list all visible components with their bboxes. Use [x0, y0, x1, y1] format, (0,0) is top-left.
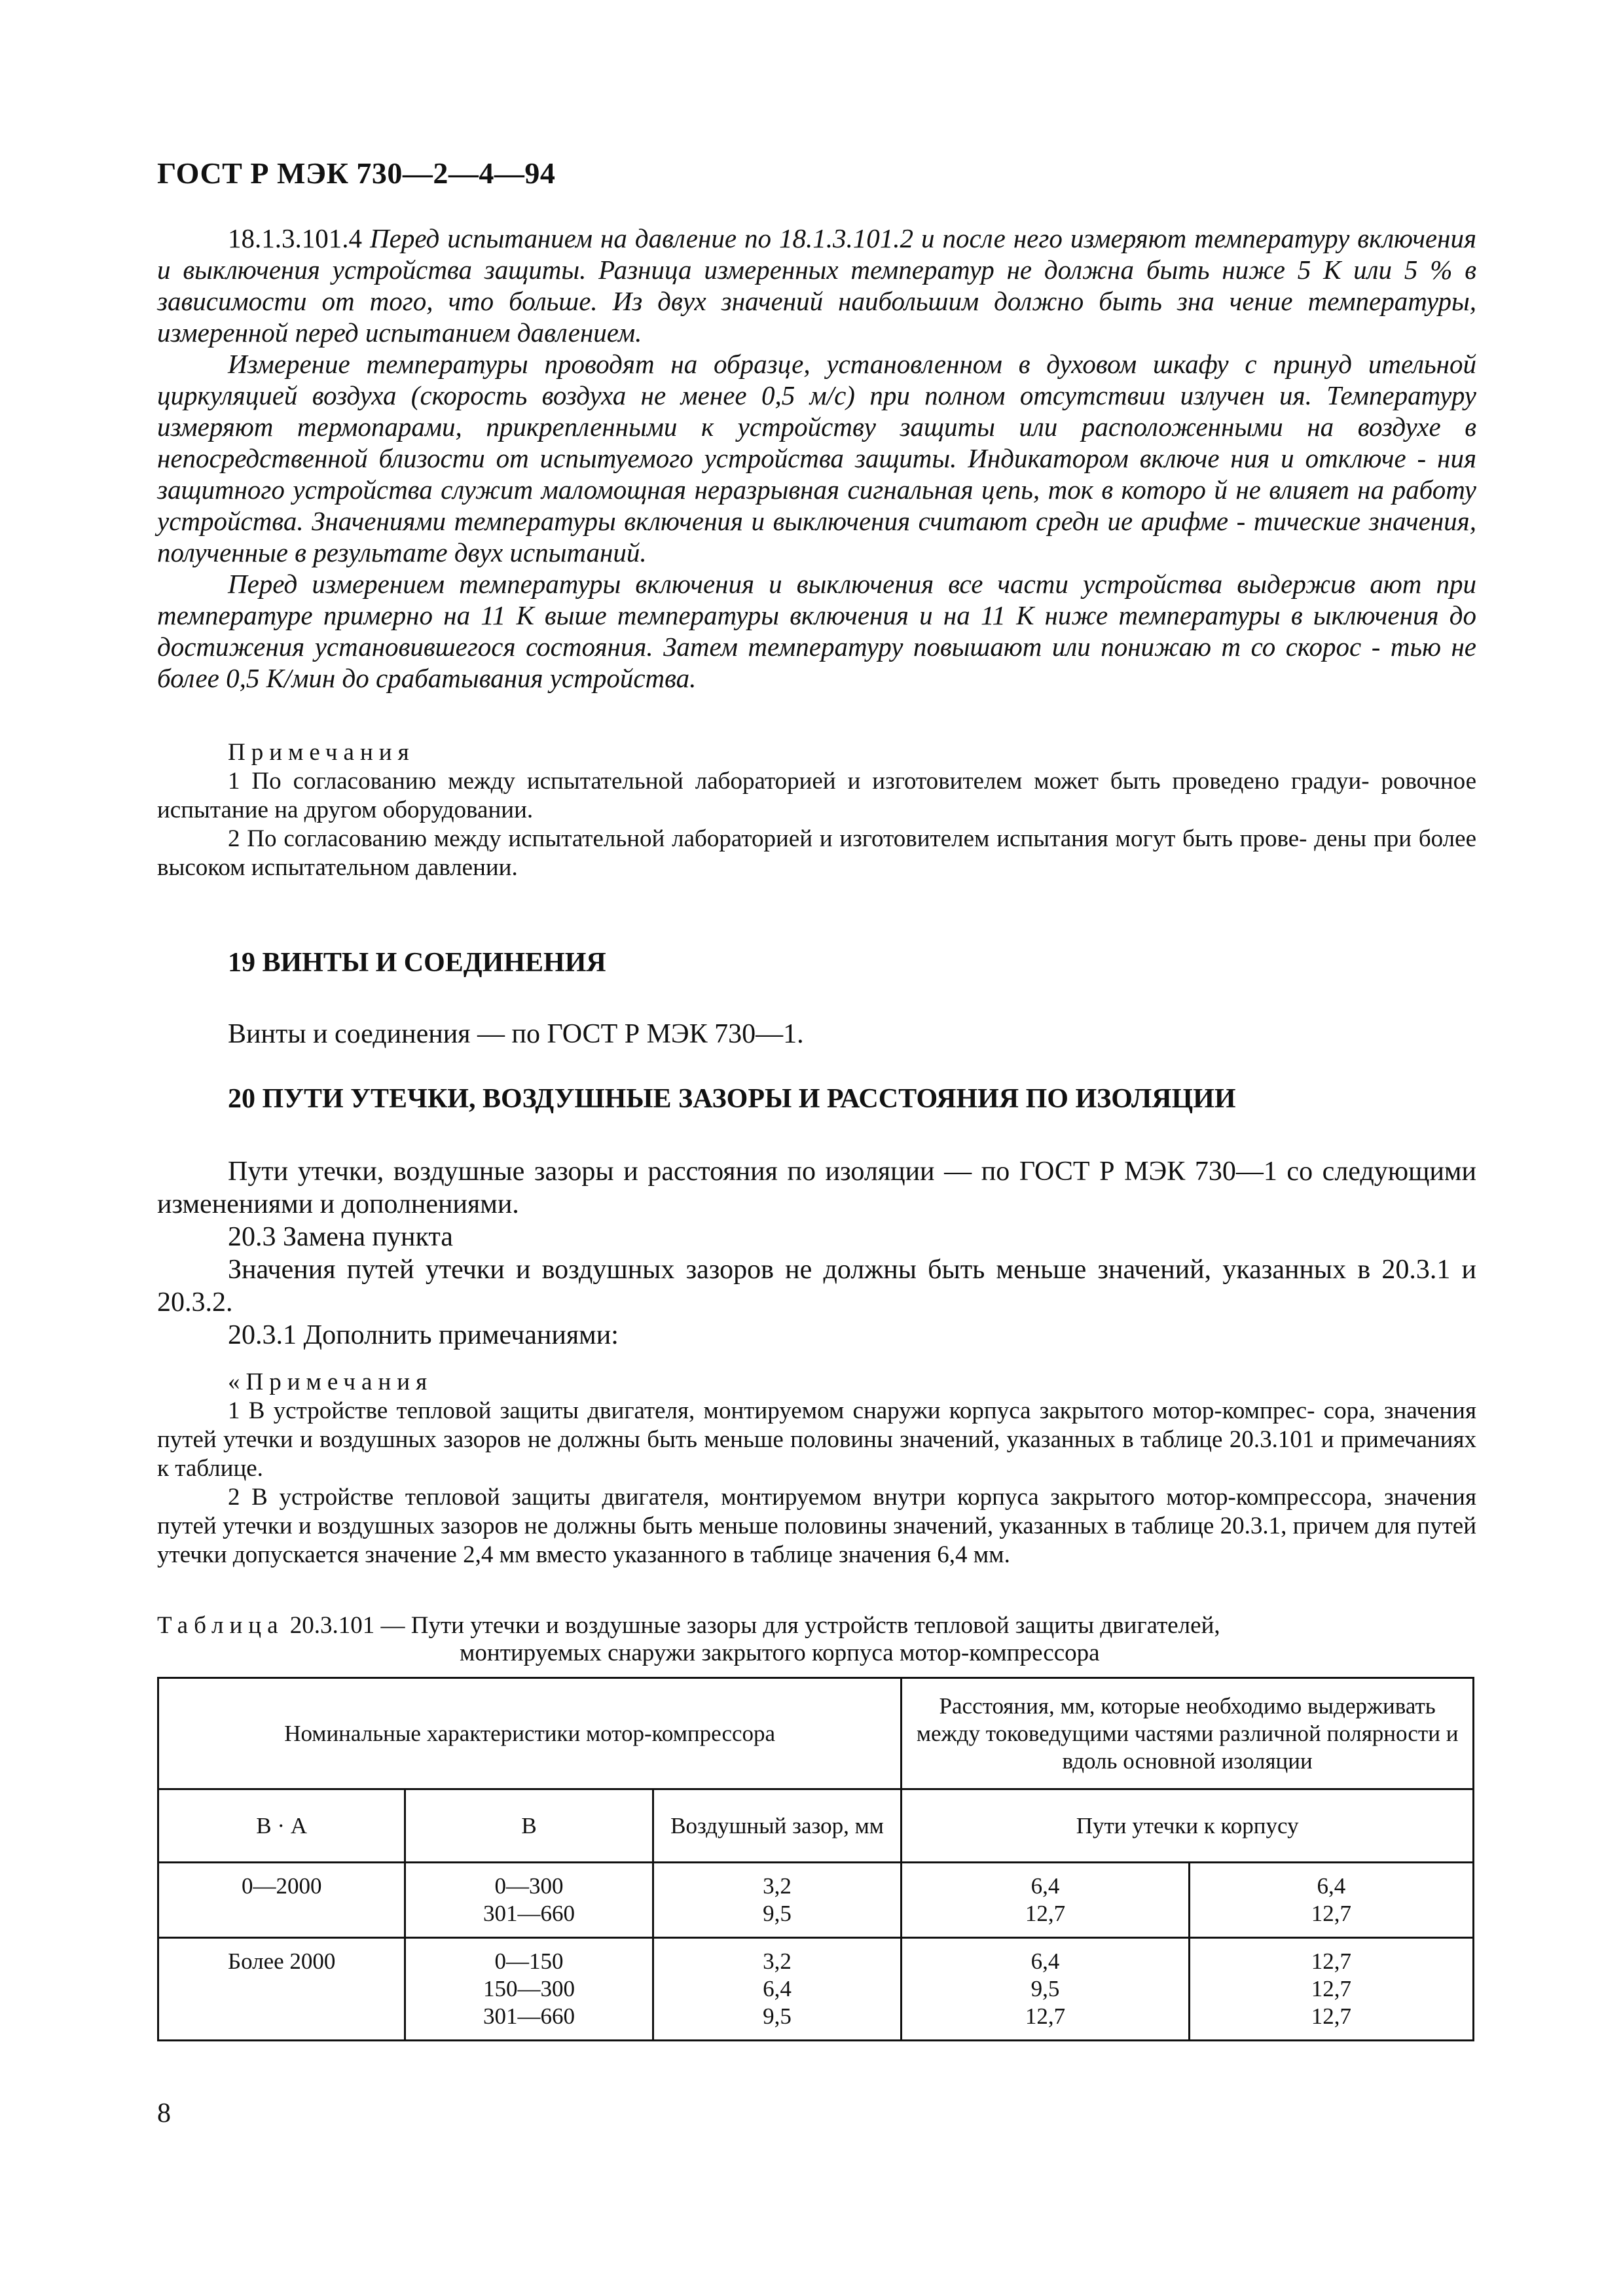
section-19-heading: 19 ВИНТЫ И СОЕДИНЕНИЯ — [228, 948, 606, 978]
note-2: 2 В устройстве тепловой защиты двигателя, монтируемом внутри корпуса закрытого мотор-компрессора, значения путей утечки и воздушных зазоров не должны быть меньше половины значений, указанных в таблице 20.3.1, причем для путей утечки допускается значение 2,4 мм вместо указанного в таблице значения 6,4 мм. — [157, 1484, 1476, 1568]
paragraph-text: Перед испытанием на давление по 18.1.3.101.2 и после него измеряют температуру включения и выключения устройства защиты. Разница измеренных температур не должна быть ниже 5 К или 5 % в зависимости от того, что больше. Из двух значений наибольшим должно быть зна чение температуры, измеренной перед испытанием давлением. — [157, 223, 1476, 348]
cell-air — [653, 1938, 902, 2041]
header-creepage: Пути утечки к корпусу — [902, 1789, 1474, 1863]
cell-v — [405, 1863, 653, 1938]
section-19-body — [157, 1018, 1476, 1050]
section-19-text: Винты и соединения — по ГОСТ Р МЭК 730—1. — [228, 1019, 804, 1049]
section-18-body — [157, 223, 1476, 694]
cell-value: 12,7 — [1311, 1901, 1351, 1926]
table-caption-line-2: монтируемых снаружи закрытого корпуса мотор-компрессора — [460, 1640, 1100, 1666]
cell-va: 0—2000 — [158, 1863, 405, 1938]
cell-value: 6,4 — [1317, 1873, 1346, 1899]
cell-value: 9,5 — [1030, 1976, 1060, 2001]
cell-value: 6,4 — [763, 1976, 792, 2001]
table-caption-label: Таблица — [157, 1612, 284, 1639]
header-distances: Расстояния, мм, которые необходимо выдерживать между токоведущими частями различной полярности и вдоль основной изоляции — [902, 1678, 1474, 1789]
cell-air — [653, 1863, 902, 1938]
cell-value: 9,5 — [763, 1901, 792, 1926]
data-table — [157, 1677, 1474, 2041]
cell-value: 6,4 — [1030, 1873, 1060, 1899]
paragraph-measurement: Измерение температуры проводят на образце, установленном в духовом шкафу с принуд ительной циркуляцией воздуха (скорость воздуха не менее 0,5 м/с) при полном отсутствии излучен ия. Температуру измеряют термопарами, прикрепленными к устройству защиты или расположенными на воздухе в непосредственной близости от испытуемого устройства защиты. Индикатором включе ния и отключе - ния защитного устройства служит маломощная неразрывная сигнальная цепь, ток в которо й не влияет на работу устройства. Значениями температуры включения и выключения считают средн ие арифме - тические значения, полученные в результате двух испытаний. — [157, 349, 1476, 567]
page-number: 8 — [157, 2098, 171, 2128]
paragraph-conditioning: Перед измерением температуры включения и выключения все части устройства выдержив ают при температуре примерно на 11 К выше температуры включения и на 11 К ниже температуры в ыключения до достижения установившегося состояния. Затем температуру повышают или понижаю т со скорос - тью не более 0,5 К/мин до срабатывания устройства. — [157, 569, 1476, 693]
table-row — [158, 1938, 1474, 2041]
clause-20-3: 20.3 Замена пункта — [228, 1222, 453, 1252]
notes-title: Примечания — [228, 739, 415, 766]
table-subheader-row — [158, 1789, 1474, 1863]
cell-value: 150—300 — [483, 1976, 575, 2001]
paragraph-18-1-3-101-4 — [157, 223, 1476, 348]
cell-v — [405, 1938, 653, 2041]
note-2: 2 По согласованию между испытательной лабораторией и изготовителем испытания могут быть прове- дены при более высоком испытательном давлении. — [157, 825, 1476, 881]
section-20-heading: 20 ПУТИ УТЕЧКИ, ВОЗДУШНЫЕ ЗАЗОРЫ И РАССТОЯНИЯ ПО ИЗОЛЯЦИИ — [228, 1084, 1236, 1114]
cell-value: 3,2 — [763, 1948, 792, 1974]
header-va: В · А — [158, 1789, 405, 1863]
cell-value: 12,7 — [1311, 2003, 1351, 2029]
clause-20-3-text: Значения путей утечки и воздушных зазоров не должны быть меньше значений, указанных в 20.3.1 и 20.3.2. — [157, 1255, 1476, 1318]
header-air-gap: Воздушный зазор, мм — [653, 1789, 902, 1863]
header-nominal: Номинальные характеристики мотор-компрессора — [158, 1678, 902, 1789]
cell-creep-2 — [1189, 1938, 1473, 2041]
section-20-notes — [157, 1368, 1476, 1570]
clause-20-3-1: 20.3.1 Дополнить примечаниями: — [228, 1320, 619, 1350]
cell-creep-1 — [902, 1938, 1189, 2041]
cell-value: 0—150 — [494, 1948, 564, 1974]
table-row — [158, 1863, 1474, 1938]
table-caption-line-1: 20.3.101 — Пути утечки и воздушные зазоры для устройств тепловой защиты двигателей, — [283, 1612, 1220, 1639]
cell-value: 12,7 — [1025, 1901, 1066, 1926]
cell-value: 0—300 — [494, 1873, 564, 1899]
cell-va: Более 2000 — [158, 1938, 405, 2041]
document-header: ГОСТ Р МЭК 730—2—4—94 — [157, 156, 556, 190]
cell-value: 9,5 — [763, 2003, 792, 2029]
header-v: В — [405, 1789, 653, 1863]
cell-creep-1 — [902, 1863, 1189, 1938]
cell-value: 6,4 — [1030, 1948, 1060, 1974]
cell-value: 301—660 — [483, 1901, 575, 1926]
cell-value: 12,7 — [1311, 1976, 1351, 2001]
clause-number: 18.1.3.101.4 — [228, 223, 371, 253]
cell-creep-2 — [1189, 1863, 1473, 1938]
section-20-body — [157, 1155, 1476, 1352]
table-caption — [157, 1612, 1480, 1667]
cell-value: 3,2 — [763, 1873, 792, 1899]
cell-value: 12,7 — [1025, 2003, 1066, 2029]
cell-value: 301—660 — [483, 2003, 575, 2029]
note-1: 1 По согласованию между испытательной лабораторией и изготовителем может быть проведено градуи- ровочное испытание на другом оборудовании. — [157, 768, 1476, 823]
notes-title: «Примечания — [228, 1369, 433, 1395]
table-header-row — [158, 1678, 1474, 1789]
cell-value: 12,7 — [1311, 1948, 1351, 1974]
note-1: 1 В устройстве тепловой защиты двигателя, монтируемом снаружи корпуса закрытого мотор-компрес- сора, значения путей утечки и воздушных зазоров не должны быть меньше половины значений, указанных в таблице 20.3.101 и примечаниях к таблице. — [157, 1397, 1476, 1482]
section-18-notes — [157, 738, 1476, 882]
section-20-intro: Пути утечки, воздушные зазоры и расстояния по изоляции — по ГОСТ Р МЭК 730—1 со следующими изменениями и дополнениями. — [157, 1157, 1476, 1219]
